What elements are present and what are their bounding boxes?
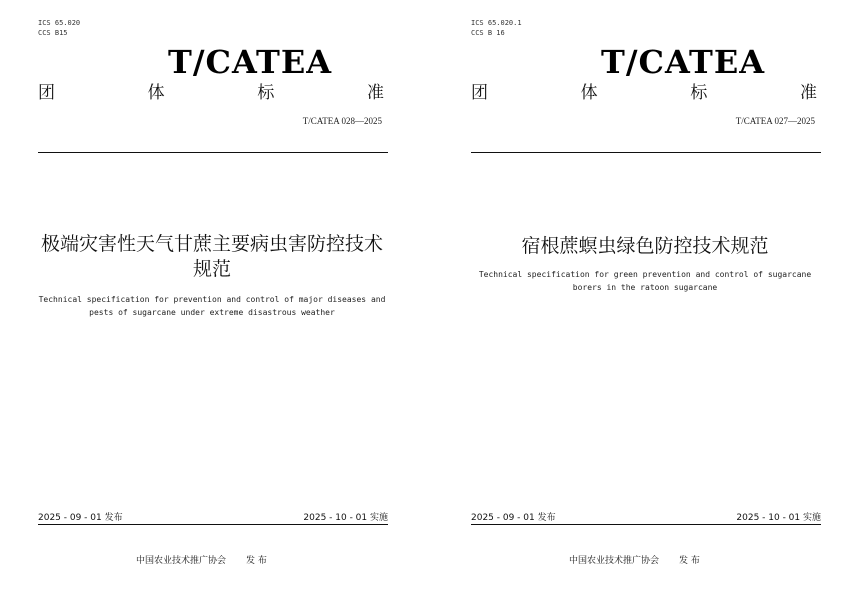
title-english <box>463 268 827 294</box>
ccs-code: CCS B15 <box>38 29 68 37</box>
top-divider <box>471 152 821 153</box>
label-char: 标 <box>257 83 275 103</box>
standard-type-label <box>38 82 384 104</box>
implementation-date: 2025 - 10 - 01 实施 <box>736 513 821 523</box>
ics-code: ICS 65.020.1 <box>471 19 522 27</box>
standard-cover-left <box>0 0 390 606</box>
label-char: 团 <box>38 83 55 103</box>
bottom-divider <box>471 524 821 525</box>
standard-type-label <box>471 82 817 104</box>
publisher-name: 中国农业技术推广协会 <box>569 556 660 566</box>
top-divider <box>38 152 388 153</box>
implementation-date: 2025 - 10 - 01 实施 <box>303 513 388 523</box>
standard-cover-right <box>433 0 823 606</box>
title-english-line: Technical specification for prevention and control of major diseases and <box>38 295 386 304</box>
catea-logo: T/CATEA <box>168 43 333 81</box>
title-chinese-line: 规范 <box>192 258 231 280</box>
label-char: 团 <box>471 83 488 103</box>
publish-word: 发 布 <box>679 556 700 566</box>
label-char: 标 <box>690 83 708 103</box>
ccs-code: CCS B 16 <box>471 29 505 37</box>
title-chinese <box>34 232 390 282</box>
label-char: 准 <box>366 83 384 103</box>
title-english-line: borers in the ratoon sugarcane <box>572 283 718 292</box>
title-chinese-line: 宿根蔗螟虫绿色防控技术规范 <box>521 235 769 257</box>
ics-code: ICS 65.020 <box>38 19 81 27</box>
label-char: 体 <box>580 83 598 103</box>
title-english-line: Technical specification for green prevention and control of sugarcane <box>478 270 812 279</box>
publisher-line <box>569 553 700 566</box>
label-char: 准 <box>799 83 817 103</box>
standard-number: T/CATEA 027—2025 <box>735 116 815 126</box>
title-chinese-line: 极端灾害性天气甘蔗主要病虫害防控技术 <box>40 233 383 255</box>
classification-codes <box>38 18 80 38</box>
publisher-name: 中国农业技术推广协会 <box>136 556 227 566</box>
classification-codes <box>471 18 522 38</box>
issue-date: 2025 - 09 - 01 发布 <box>38 513 123 523</box>
issue-date: 2025 - 09 - 01 发布 <box>471 513 556 523</box>
standard-number: T/CATEA 028—2025 <box>302 116 382 126</box>
publish-word: 发 布 <box>246 556 267 566</box>
title-english-line: pests of sugarcane under extreme disastrous weather <box>89 308 335 317</box>
title-chinese <box>467 234 823 259</box>
bottom-divider <box>38 524 388 525</box>
publisher-line <box>136 553 267 566</box>
catea-logo: T/CATEA <box>601 43 766 81</box>
title-english <box>30 293 394 319</box>
label-char: 体 <box>147 83 165 103</box>
